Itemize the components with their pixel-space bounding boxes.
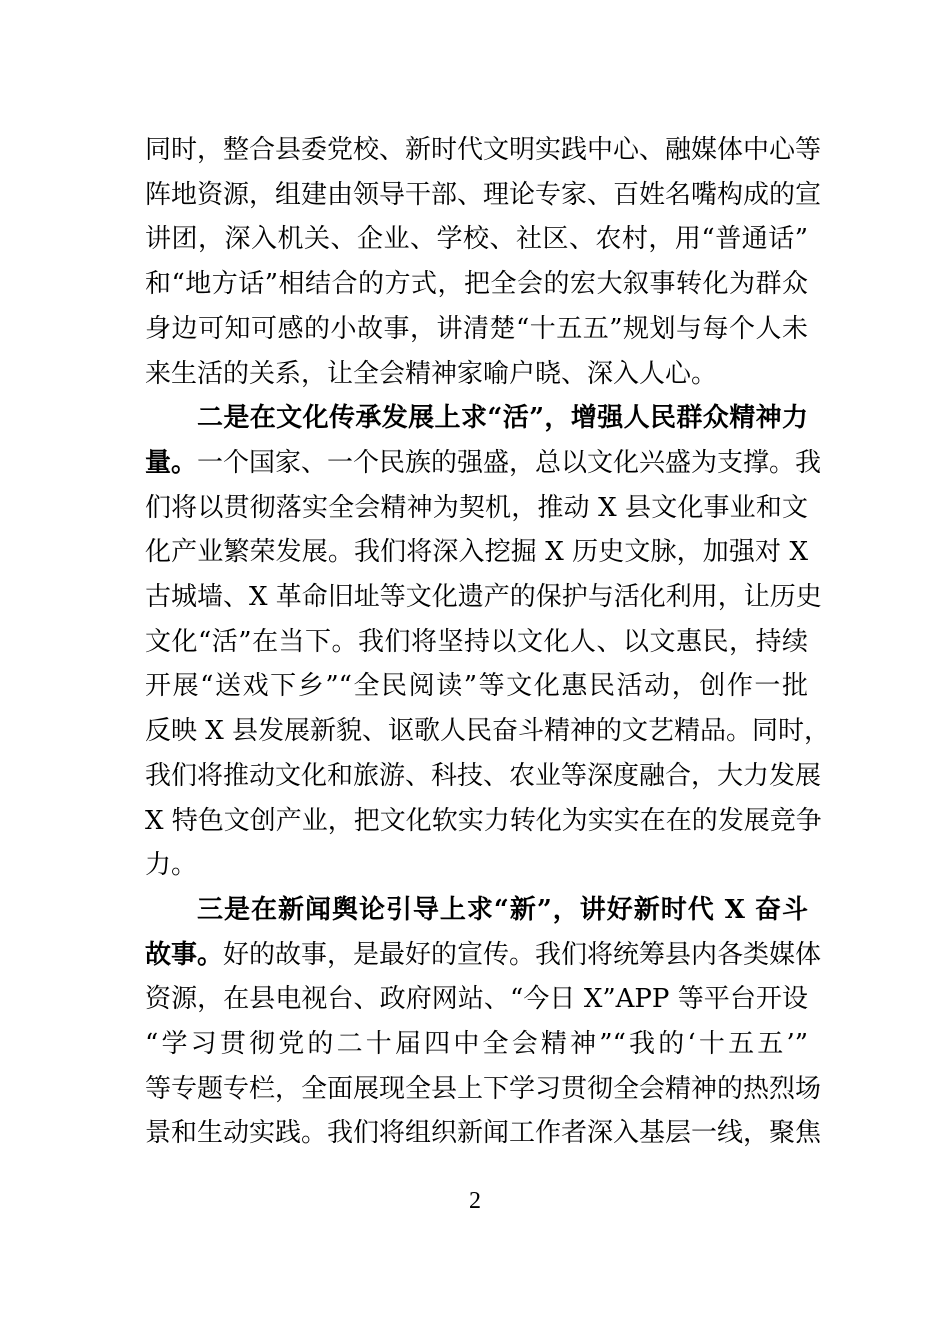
body-text: 好的故事，是最好的宣传。我们将统筹县内各类媒体 <box>223 939 822 970</box>
text-line <box>145 938 822 972</box>
text-line <box>197 893 808 927</box>
body-text: “学习贯彻党的二十届四中全会精神”“我的‘十五五’” <box>145 1029 808 1059</box>
text-line <box>145 804 822 838</box>
text-line <box>145 982 808 1016</box>
text-line <box>145 267 808 301</box>
text-line <box>145 1116 822 1150</box>
body-text: 等专题专栏，全面展现全县上下学习贯彻全会精神的热烈场 <box>145 1073 822 1104</box>
body-text: 和“地方话”相结合的方式，把全会的宏大叙事转化为群众 <box>145 269 808 300</box>
page-number: 2 <box>469 1188 481 1214</box>
body-text: 们将以贯彻落实全会精神为契机，推动 X 县文化事业和文 <box>145 492 808 523</box>
text-line <box>145 759 822 793</box>
body-text: 资源，在县电视台、政府网站、“今日 X”APP 等平台开设 <box>145 984 808 1015</box>
text-line <box>145 669 808 703</box>
body-text: 文化“活”在当下。我们将坚持以文化人、以文惠民，持续 <box>145 626 808 657</box>
body-text: 一个国家、一个民族的强盛，总以文化兴盛为支撑。我 <box>197 447 822 478</box>
text-line <box>145 535 808 569</box>
text-line <box>145 714 831 748</box>
body-text: 同时，整合县委党校、新时代文明实践中心、融媒体中心等 <box>145 135 822 165</box>
text-line <box>145 178 822 212</box>
text-line <box>145 222 808 256</box>
text-line <box>145 580 822 614</box>
text-line <box>145 1027 808 1061</box>
body-text: X 特色文创产业，把文化软实力转化为实实在在的发展竞争 <box>145 805 822 836</box>
body-text: 力。 <box>145 850 198 881</box>
text-line <box>145 625 808 659</box>
bold-heading-text: 量。 <box>145 447 198 478</box>
body-text: 我们将推动文化和旅游、科技、农业等深度融合，大力发展 <box>145 760 822 791</box>
text-line <box>145 446 822 480</box>
text-line <box>145 357 808 391</box>
body-text: 来生活的关系，让全会精神家喻户晓、深入人心。 <box>145 358 718 389</box>
text-line <box>145 491 808 525</box>
text-line <box>145 133 822 167</box>
body-text: 反映 X 县发展新貌、讴歌人民奋斗精神的文艺精品。同时， <box>145 716 831 747</box>
text-line <box>145 312 808 346</box>
body-text: 讲团，深入机关、企业、学校、社区、农村，用“普通话” <box>145 224 808 255</box>
text-line <box>145 848 808 882</box>
text-line <box>145 1072 822 1106</box>
body-text: 景和生动实践。我们将组织新闻工作者深入基层一线，聚焦 <box>145 1118 822 1149</box>
body-text: 身边可知可感的小故事，讲清楚“十五五”规划与每个人未 <box>145 313 808 344</box>
body-text: 阵地资源，组建由领导干部、理论专家、百姓名嘴构成的宣 <box>145 179 822 210</box>
body-text: 古城墙、X 革命旧址等文化遗产的保护与活化利用，让历史 <box>145 582 822 612</box>
bold-heading-text: 故事。 <box>145 939 224 970</box>
text-line <box>197 401 808 435</box>
bold-heading-text: 三是在新闻舆论引导上求“新”，讲好新时代 X 奋斗 <box>197 894 808 925</box>
bold-heading-text: 二是在文化传承发展上求“活”，增强人民群众精神力 <box>197 403 808 434</box>
body-text: 化产业繁荣发展。我们将深入挖掘 X 历史文脉，加强对 X <box>145 537 808 568</box>
body-text: 开展“送戏下乡”“全民阅读”等文化惠民活动，创作一批 <box>145 671 808 702</box>
